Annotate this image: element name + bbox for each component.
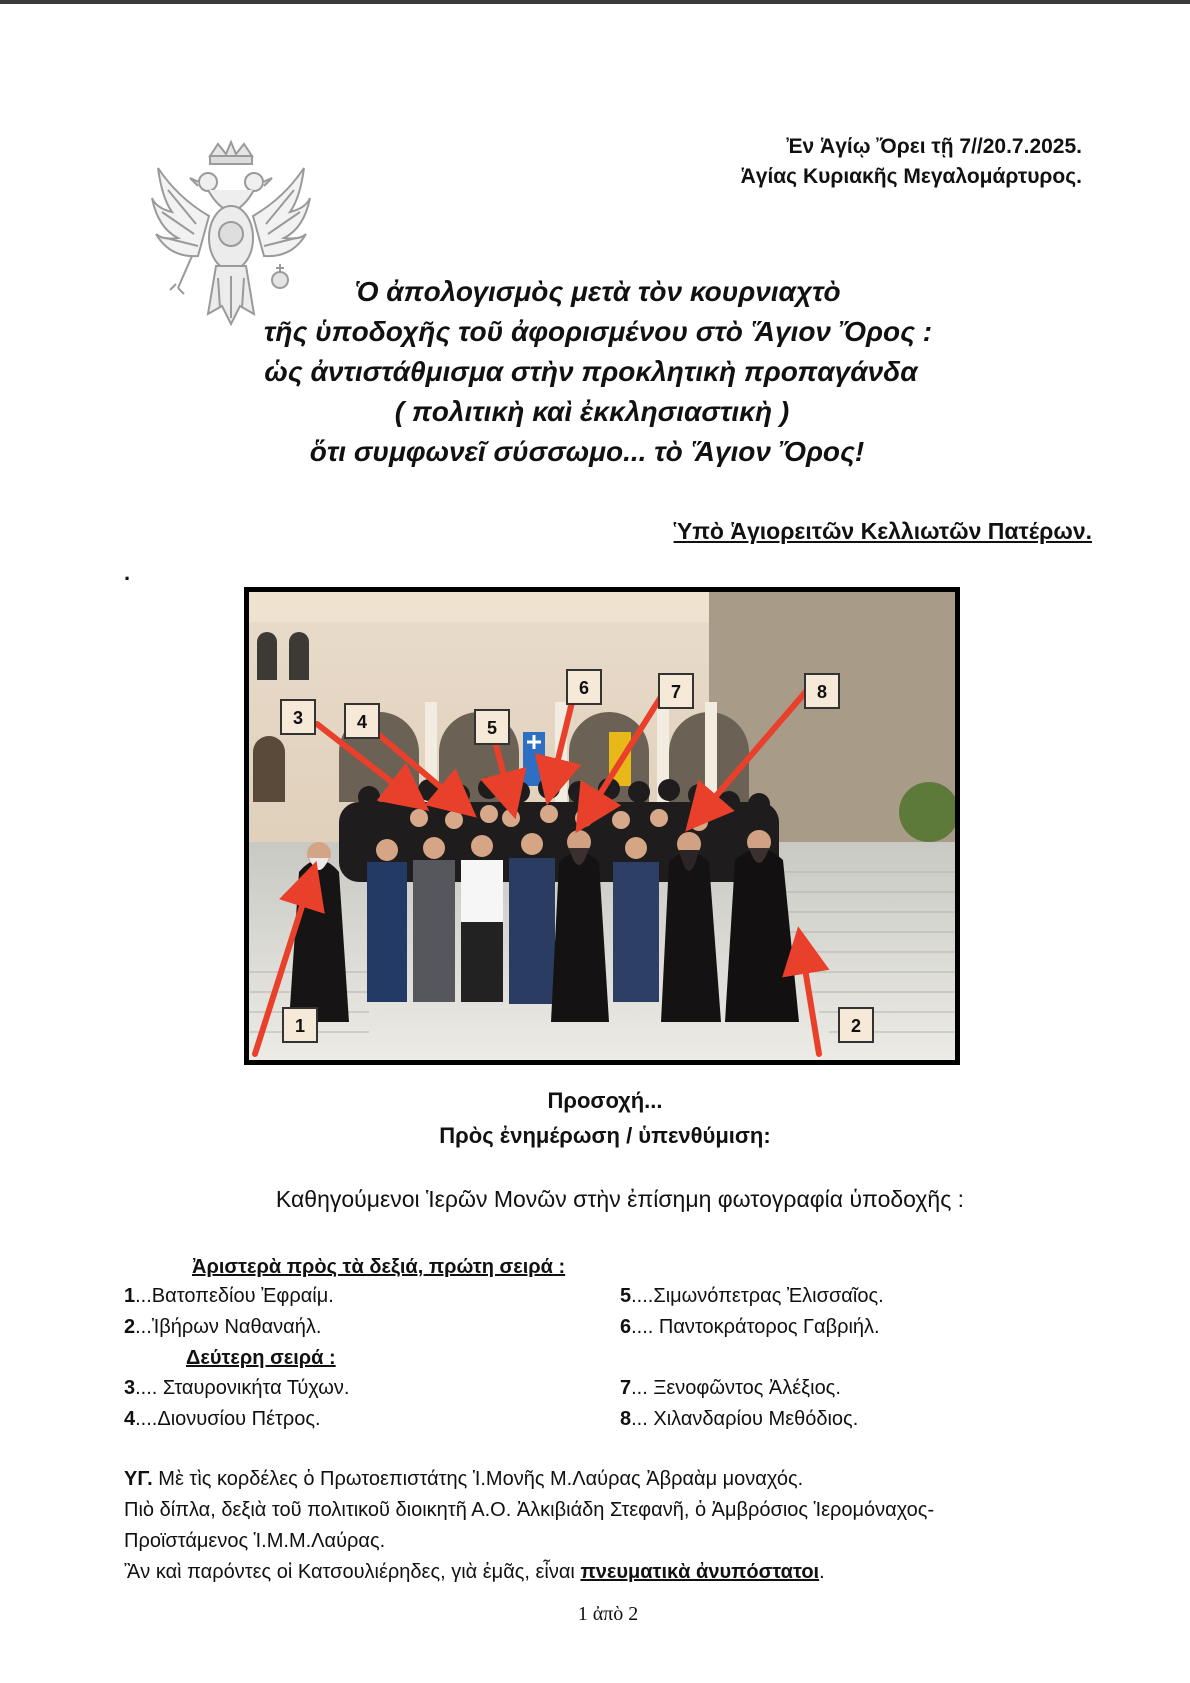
item-number: 2 bbox=[124, 1316, 136, 1338]
label-6-text: 6 bbox=[578, 678, 590, 698]
label-5-text: 5 bbox=[486, 718, 498, 738]
item-text: .... Σταυρονικήτα Τύχων. bbox=[135, 1377, 350, 1399]
subtitle: Καθηγούμενοι Ἱερῶν Μονῶν στὴν ἐπίσημη φωτογραφία ὑποδοχῆς : bbox=[275, 1186, 965, 1212]
notice-line-1: Προσοχή... bbox=[547, 1088, 663, 1113]
postscript-line-1-text: Μὲ τὶς κορδέλες ὁ Πρωτοεπιστάτης Ἱ.Μονῆς Μ.Λαύρας Ἀβραὰμ μοναχός. bbox=[152, 1468, 804, 1490]
notice-block bbox=[0, 1083, 1190, 1153]
second-row-heading: Δεύτερη σειρά : bbox=[186, 1347, 336, 1369]
label-7 bbox=[659, 674, 693, 708]
label-8 bbox=[805, 674, 839, 708]
title-line-2: τῆς ὑποδοχῆς τοῦ ἀφορισμένου στὸ Ἅγιον Ὄρος : bbox=[263, 316, 933, 347]
label-3 bbox=[281, 700, 315, 734]
document-title bbox=[120, 272, 1070, 472]
stray-mark: . bbox=[124, 560, 131, 585]
feast-line: Ἁγίας Κυριακῆς Μεγαλομάρτυρος. bbox=[740, 165, 1082, 188]
list-item bbox=[124, 1408, 321, 1431]
emphasis-text: πνευματικὰ ἀνυπόστατοι bbox=[580, 1561, 820, 1583]
first-row-heading: Ἀριστερὰ πρὸς τὰ δεξιά, πρώτη σειρά : bbox=[192, 1256, 566, 1278]
item-number: 6 bbox=[620, 1316, 632, 1338]
item-text: ... Ξενοφῶντος Ἀλέξιος. bbox=[631, 1377, 841, 1399]
group-photo bbox=[244, 587, 960, 1065]
author-line: Ὑπὸ Ἁγιορειτῶν Κελλιωτῶν Πατέρων. bbox=[673, 518, 1092, 544]
title-line-1: Ὁ ἀπολογισμὸς μετὰ τὸν κουρνιαχτὸ bbox=[355, 276, 841, 307]
item-text: ....Διονυσίου Πέτρος. bbox=[135, 1408, 321, 1430]
list-item bbox=[620, 1377, 841, 1400]
item-number: 8 bbox=[620, 1408, 632, 1430]
label-6 bbox=[567, 670, 601, 704]
title-line-3: ὡς ἀντιστάθμισμα στὴν προκλητικὴ προπαγάνδα bbox=[264, 356, 918, 387]
label-5 bbox=[475, 710, 509, 744]
postscript-line-4-start: Ἂν καὶ παρόντες οἱ Κατσουλιέρηδες, γιὰ ἐμᾶς, εἶναι bbox=[124, 1561, 581, 1583]
title-line-4: ( πολιτικὴ καὶ ἐκκλησιαστικὴ ) bbox=[394, 396, 790, 427]
item-number: 3 bbox=[124, 1377, 136, 1399]
item-number: 7 bbox=[620, 1377, 632, 1399]
postscript-label: ΥΓ. bbox=[124, 1468, 153, 1490]
label-7-text: 7 bbox=[670, 682, 682, 702]
date-block bbox=[741, 132, 1082, 192]
postscript-line-4-end: . bbox=[819, 1561, 825, 1583]
list-item bbox=[124, 1285, 334, 1308]
label-4-text: 4 bbox=[356, 712, 368, 732]
page-number: 1 ἀπὸ 2 bbox=[577, 1603, 639, 1625]
item-text: ...Ἰβήρων Ναθαναήλ. bbox=[135, 1316, 322, 1338]
item-number: 4 bbox=[124, 1408, 136, 1430]
label-8-text: 8 bbox=[816, 682, 828, 702]
label-1-text: 1 bbox=[294, 1016, 306, 1036]
item-text: ....Σιμωνόπετρας Ἐλισσαῖος. bbox=[631, 1285, 884, 1307]
date-line: Ἐν Ἁγίῳ Ὄρει τῇ 7//20.7.2025. bbox=[786, 135, 1082, 158]
postscript-line-3: Προϊστάμενος Ἱ.Μ.Μ.Λαύρας. bbox=[124, 1530, 386, 1552]
label-2 bbox=[839, 1008, 873, 1042]
list-item bbox=[620, 1408, 858, 1431]
list-item bbox=[124, 1316, 321, 1339]
item-number: 5 bbox=[620, 1285, 632, 1307]
item-text: ...Βατοπεδίου Ἐφραίμ. bbox=[135, 1285, 334, 1307]
notice-line-2: Πρὸς ἐνημέρωση / ὑπενθύμιση: bbox=[439, 1123, 771, 1148]
item-text: ... Χιλανδαρίου Μεθόδιος. bbox=[631, 1408, 859, 1430]
label-3-text: 3 bbox=[292, 708, 304, 728]
list-item bbox=[620, 1285, 884, 1308]
label-2-text: 2 bbox=[850, 1016, 862, 1036]
list-item bbox=[124, 1377, 349, 1400]
postscript-line-2: Πιὸ δίπλα, δεξιὰ τοῦ πολιτικοῦ διοικητῆ Α.Ο. Ἀλκιβιάδη Στεφανῆ, ὁ Ἀμβρόσιος Ἱερομόναχος- bbox=[124, 1499, 935, 1521]
item-number: 1 bbox=[124, 1285, 136, 1307]
item-text: .... Παντοκράτορος Γαβριήλ. bbox=[631, 1316, 880, 1338]
label-4 bbox=[345, 704, 379, 738]
list-item bbox=[620, 1316, 880, 1339]
label-1 bbox=[283, 1008, 317, 1042]
postscript-line-4 bbox=[124, 1557, 1094, 1588]
postscript bbox=[124, 1464, 1094, 1588]
top-border bbox=[0, 0, 1190, 4]
postscript-line-1 bbox=[124, 1464, 1094, 1495]
title-line-5: ὅτι συμφωνεῖ σύσσωμο... τὸ Ἅγιον Ὄρος! bbox=[309, 436, 865, 467]
